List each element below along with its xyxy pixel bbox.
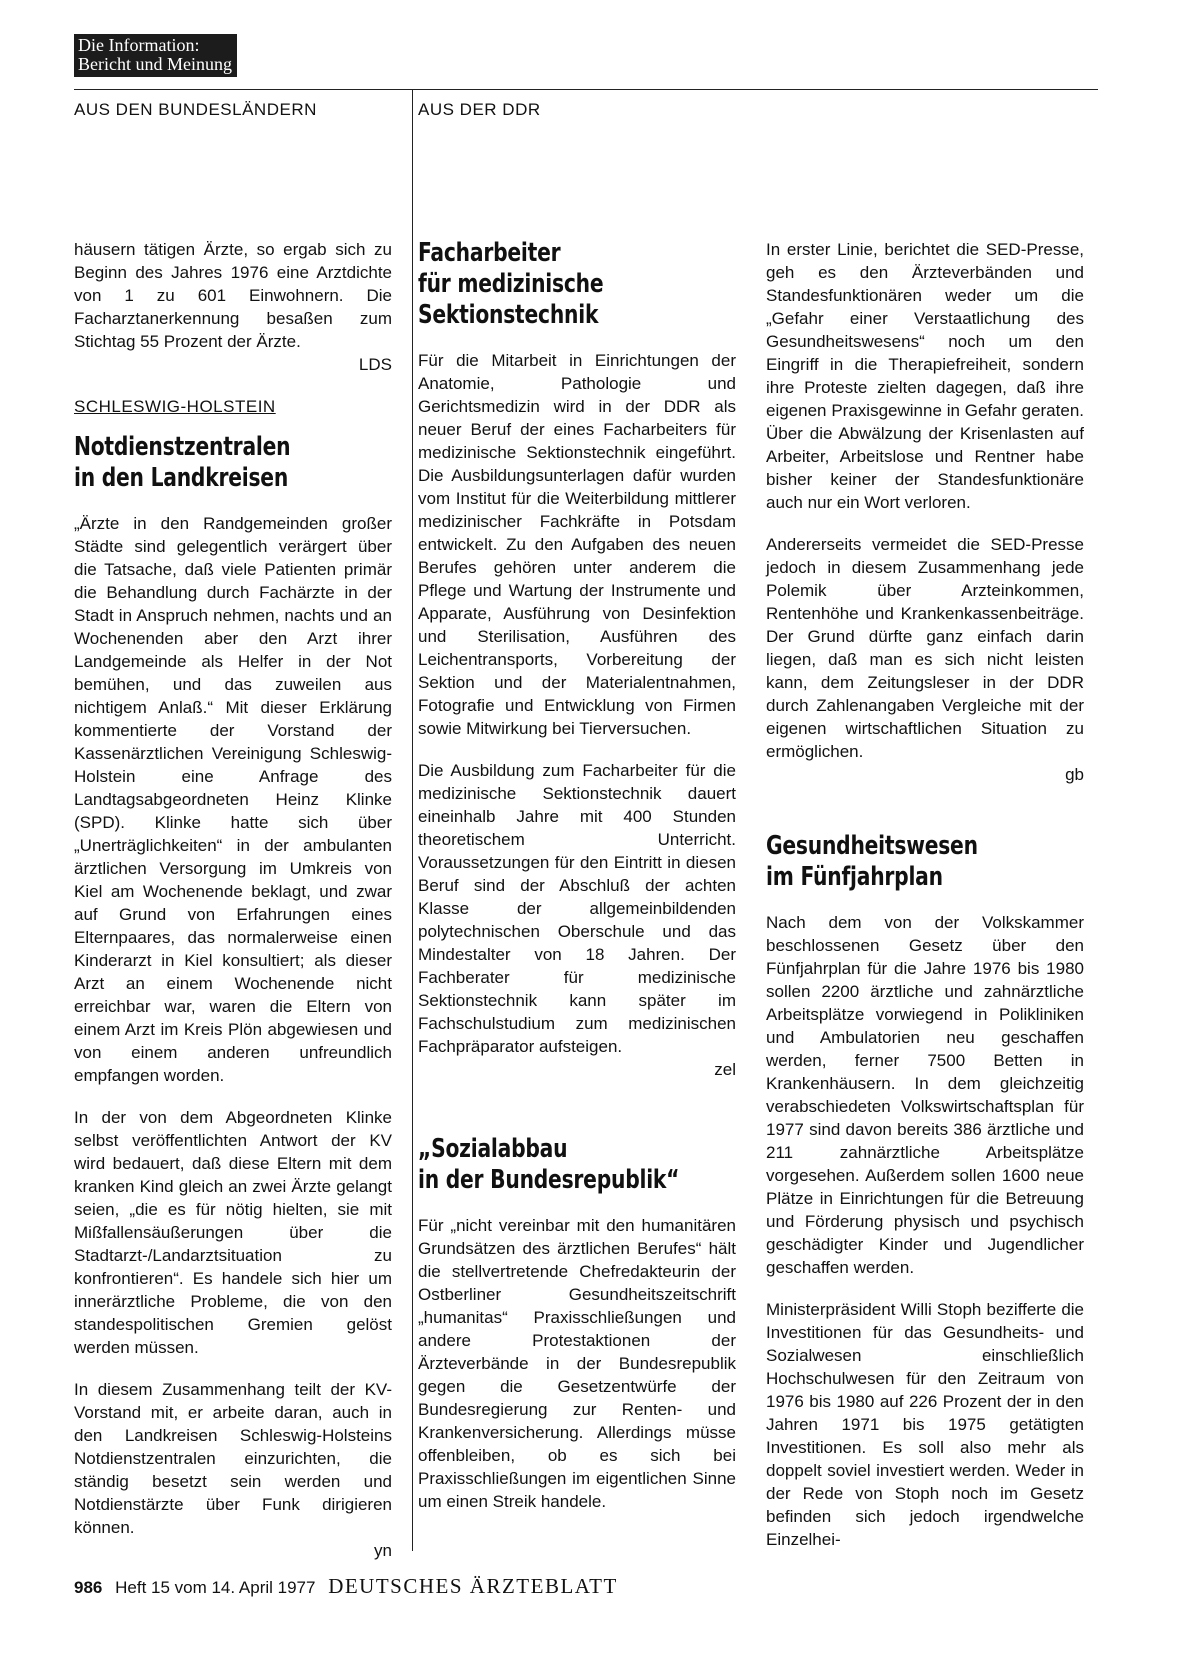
region-kicker: SCHLESWIG-HOLSTEIN xyxy=(74,397,276,416)
masthead-line-2: Bericht und Meinung xyxy=(78,54,232,74)
masthead-line-1: Die Information: xyxy=(78,35,200,55)
paragraph: Nach dem von der Volkskammer beschlossenen Gesetz über den Fünfjahrplan für die Jahre 1976 bis 1980 sollen 2200 ärztliche und zahnärztliche Arbeitsplätze vorwiegend in Polikliniken und Ambulatorien neu geschaffen werden, ferner 7500 Betten in Krankenhäusern. In dem gleichzeitig verabschiedeten Volkswirtschaftsplan für 1977 sind davon bereits 386 ärztliche und 211 zahnärztliche Arbeitsplätze vorgesehen. Außerdem sollen 1600 neue Plätze in Einrichtungen für die Betreuung und Förderung physisch und psychisch geschädigter Kinder und Jugendlicher geschaffen werden. xyxy=(766,913,1084,1277)
column-divider xyxy=(412,89,413,1551)
paragraph: Für „nicht vereinbar mit den humanitären Grundsätzen des ärztlichen Berufes“ hält die stellvertretende Chefredakteurin der Ostberliner Gesundheitszeitschrift „humanitas“ Praxisschließungen und andere Protestaktionen der Ärzteverbände in der Bundesrepublik gegen die Gesetzentwürfe der Bundesregierung zur Renten- und Krankenversicherung. Allerdings müsse offenbleiben, ob es sich bei Praxisschließungen im eigentlichen Sinne um einen Streik handele. xyxy=(418,1216,736,1511)
page-number: 986 xyxy=(74,1578,103,1597)
top-rule xyxy=(74,89,1098,90)
column-3 xyxy=(766,238,1084,1551)
author-sign: LDS xyxy=(358,355,392,374)
paragraph: In der von dem Abgeordneten Klinke selbst veröffentlichten Antwort der KV wird bedauert, daß diese Eltern mit dem kranken Kind gleich an zwei Ärzte gelangt seien, „die es für nötig hielten, sie mit Mißfallensäußerungen über die Stadtarzt-/Landarztsituation zu konfrontieren“. Es handele sich hier um innerärztliche Probleme, die von den standespolitischen Gremien gelöst werden müssen. xyxy=(74,1108,392,1357)
masthead xyxy=(74,34,237,77)
paragraph: Die Ausbildung zum Facharbeiter für die medizinische Sektionstechnik dauert eineinhalb Jahre mit 400 Stunden theoretischem Unterricht. Voraussetzungen für den Eintritt in diesen Beruf sind der Abschluß der achten Klasse der allgemeinbildenden polytechnischen Oberschule und das Mindestalter von 18 Jahren. Der Fachberater für medizinische Sektionstechnik kann später im Fachschulstudium zum medizinischen Fachpräparator aufsteigen. xyxy=(418,761,736,1056)
headline-facharbeiter: Facharbeiter für medizinische Sektionstechnik xyxy=(418,238,604,330)
author-sign: gb xyxy=(1065,765,1084,784)
paragraph: In erster Linie, berichtet die SED-Presse, geh es den Ärzteverbänden und Standesfunktionären weder um die „Gefahr einer Verstaatlichung des Gesundheitswesens“ noch um den Eingriff in die Therapiefreiheit, sondern ihre Proteste zielten dagegen, daß ihre eigenen Praxisgewinne in Gefahr geraten. Über die Abwälzung der Krisenlasten auf Arbeiter, Arbeitslose und Rentner habe bisher keiner der Standesfunktionäre auch nur ein Wort verloren. xyxy=(766,240,1084,512)
headline-gesundheitswesen: Gesundheitswesen im Fünfjahrplan xyxy=(766,831,978,892)
article-continuation: häusern tätigen Ärzte, so ergab sich zu Beginn des Jahres 1976 eine Arztdichte von 1 zu 601 Einwohnern. Die Facharztanerkennung besaßen zum Stichtag 55 Prozent der Ärzte. xyxy=(74,240,392,351)
column-2 xyxy=(418,238,736,1513)
page-footer xyxy=(74,1574,618,1599)
column-1 xyxy=(74,238,392,1581)
author-sign: zel xyxy=(714,1060,736,1079)
paragraph: In diesem Zusammenhang teilt der KV-Vorstand mit, er arbeite daran, auch in den Landkreisen Schleswig-Holsteins Notdienstzentralen einzurichten, die ständig besetzt sein werden und Notdienstärzte über Funk dirigieren können. xyxy=(74,1380,392,1537)
section-label-right: AUS DER DDR xyxy=(418,100,541,119)
magazine-name: DEUTSCHES ÄRZTEBLATT xyxy=(328,1574,618,1598)
headline-sozialabbau: „Sozialabbau in der Bundesrepublik“ xyxy=(418,1134,680,1195)
paragraph: Für die Mitarbeit in Einrichtungen der Anatomie, Pathologie und Gerichtsmedizin wird in der DDR als neuer Beruf der eines Facharbeiters für medizinische Sektionstechnik eingeführt. Die Ausbildungsunterlagen dafür wurden vom Institut für die Weiterbildung mittlerer medizinischer Fachkräfte in Potsdam entwickelt. Zu den Aufgaben des neuen Berufes gehören unter anderem die Pflege und Wartung der Instrumente und Apparate, Ausführung von Desinfektion und Sterilisation, Ausführen des Leichentransports, Vorbereitung der Sektion und der Materialentnahmen, Fotografie und Entwicklung von Firmen sowie Mitwirkung bei Tierversuchen. xyxy=(418,351,736,738)
paragraph: Andererseits vermeidet die SED-Presse jedoch in diesem Zusammenhang jede Polemik über Arzteinkommen, Rentenhöhe und Krankenkassenbeiträge. Der Grund dürfte ganz einfach darin liegen, daß man es sich nicht leisten kann, dem Zeitungsleser in der DDR durch Zahlenangaben Vergleiche mit der eigenen wirtschaftlichen Situation zu ermöglichen. xyxy=(766,535,1084,761)
author-sign: yn xyxy=(374,1541,392,1560)
issue-info: Heft 15 vom 14. April 1977 xyxy=(115,1578,316,1597)
paragraph: „Ärzte in den Randgemeinden großer Städte sind gelegentlich verärgert über die Tatsache, daß viele Patienten primär die Behandlung durch Fachärzte in der Stadt in Anspruch nehmen, nachts und an Wochenenden aber den Arzt ihrer Landgemeinde als Helfer in der Not bemühen, und das zuweilen aus nichtigem Anlaß.“ Mit dieser Erklärung kommentierte der Vorstand der Kassenärztlichen Vereinigung Schleswig-Holstein eine Anfrage des Landtagsabgeordneten Heinz Klinke (SPD). Klinke hatte sich über „Unerträglichkeiten“ in der ambulanten ärztlichen Versorgung im Umkreis von Kiel am Wochenende beklagt, und zwar auf Grund von Erfahrungen eines Elternpaares, das normalerweise einen Kinderarzt in Kiel konsultiert; als dieser Arzt an einem Wochenende nicht erreichbar war, waren die Eltern von einem Arzt im Kreis Plön abgewiesen und von einem anderen unfreundlich empfangen worden. xyxy=(74,514,392,1085)
headline-notdienst: Notdienstzentralen in den Landkreisen xyxy=(74,432,291,493)
paragraph: Ministerpräsident Willi Stoph bezifferte die Investitionen für das Gesundheits- und Sozialwesen einschließlich Hochschulwesen für den Zeitraum von 1976 bis 1980 auf 226 Prozent der in den Jahren 1971 bis 1975 getätigten Investitionen. Es soll also mehr als doppelt soviel investiert werden. Weder in der Rede von Stoph noch im Gesetz befinden sich jedoch irgendwelche Einzelhei- xyxy=(766,1300,1084,1549)
section-label-left: AUS DEN BUNDESLÄNDERN xyxy=(74,100,317,119)
